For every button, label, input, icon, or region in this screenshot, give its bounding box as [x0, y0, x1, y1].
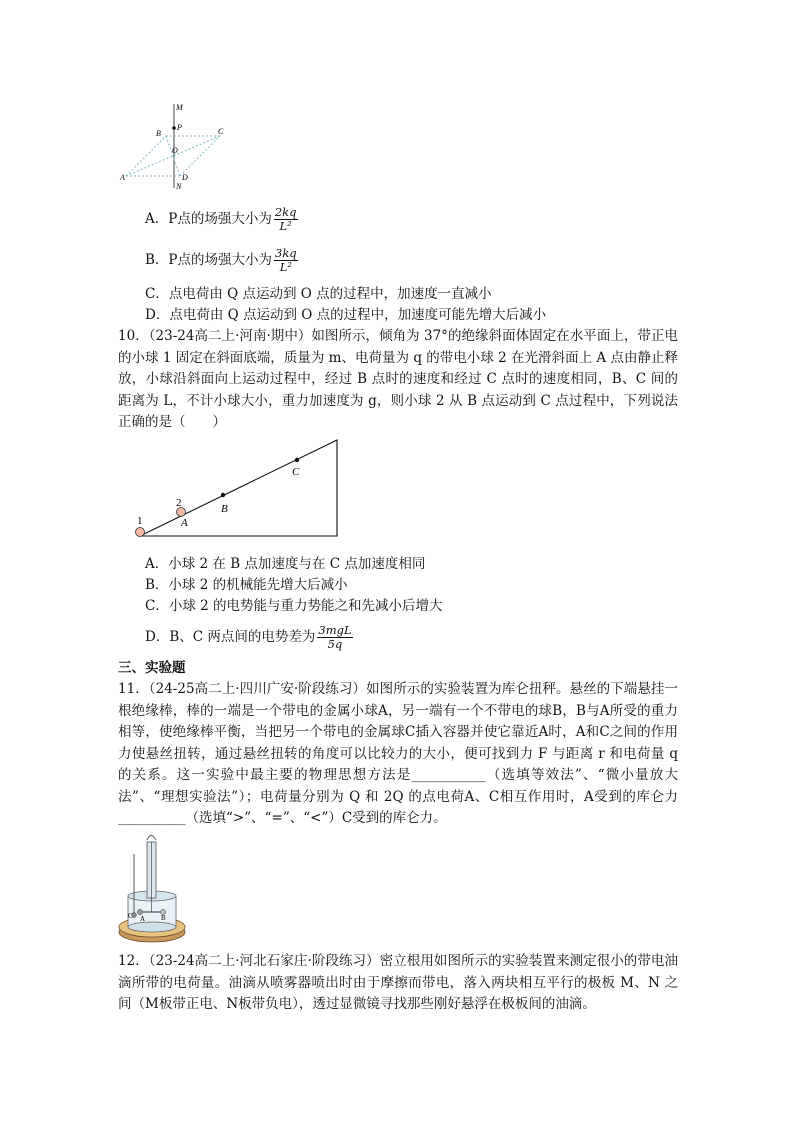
- q10-option-c: C．小球 2 的电势能与重力势能之和先减小后增大: [145, 598, 443, 614]
- q10-stem: 10．（23-24高二上·河南·期中）如图所示，倾角为 37°的绝缘斜面体固定在水平面上，带正电的小球 1 固定在斜面底端，质量为 m、电荷量为 q 的带电小球 2 在光滑斜面上 A 点由静止释放，小球沿斜面向上运动过程中，经过 B 点时的速度和经过 C 点时的速度相同，B、C 间的距离为 L，不计小球大小，重力加速度为 g，则小球 2 从 B 点运动到 C 点过程中，下列说法正确的是（ ）: [118, 328, 678, 430]
- q9-label-M: M: [176, 103, 183, 112]
- q10-option-d: D．B、C 两点间的电势差为 $\frac{\text{3mgL}}{5q}$: [145, 623, 352, 651]
- q9-option-c: C．点电荷由 Q 点运动到 O 点的过程中，加速度一直减小: [145, 286, 492, 302]
- q10-incline-diagram: [130, 436, 350, 540]
- q11-label-C: C: [128, 912, 133, 920]
- q9-option-d: D．点电荷由 Q 点运动到 O 点的过程中，加速度可能先增大后减小: [145, 307, 547, 323]
- q10-label-ball2: 2: [176, 497, 182, 509]
- section-heading: 三、实验题: [118, 660, 186, 676]
- q9-label-P: P: [177, 123, 182, 132]
- q10-label-C: C: [292, 466, 300, 478]
- q11-label-A: A: [140, 915, 146, 923]
- q9-label-A: A: [120, 173, 125, 182]
- q9-label-N: N: [176, 182, 182, 190]
- q10-label-B: B: [221, 503, 228, 515]
- q10-label-ball1: 1: [137, 515, 143, 527]
- q9-label-B: B: [156, 129, 161, 138]
- q11-label-B: B: [161, 914, 166, 922]
- fraction: $\frac{2kq}{\text{L²}}$: [274, 205, 297, 233]
- fraction: $\frac{\text{3mgL}}{5q}$: [318, 623, 352, 651]
- q10-label-A: A: [181, 517, 188, 529]
- q9-label-D: D: [182, 173, 188, 182]
- q10-option-b: B．小球 2 的机械能先增大后减小: [145, 577, 348, 593]
- q9-rhombus-diagram: [118, 100, 228, 190]
- q9-option-b: B．P点的场强大小为 $\frac{3kq}{\text{L²}}$: [145, 246, 297, 274]
- q10-option-a: A．小球 2 在 B 点加速度与在 C 点加速度相同: [145, 556, 426, 572]
- q9-option-a: A．P点的场强大小为 $\frac{2kq}{\text{L²}}$: [145, 205, 297, 233]
- q9-label-C: C: [218, 127, 224, 136]
- q11-stem: 11．（24-25高二上·四川广安·阶段练习）如图所示的实验装置为库仑扭秤。悬丝的下端悬挂一根绝缘棒，棒的一端是一个带电的金属小球A，另一端有一个不带电的球B，B与A所受的重力相等，使绝缘棒平衡，当把另一个带电的金属球C插入容器并使它靠近A时，A和C之间的作用力使悬丝扭转，通过悬丝扭转的角度可以比较力的大小，便可找到力 F 与距离 r 和电荷量 q 的关系。这一实验中最主要的物理思想方法是___________（选填等效法”、“微小量放大法”、“理想实验法”）；电荷量分别为 Q 和 2Q 的点电荷A、C相互作用时，A受到的库仑力__________（选填“>”、“=”、“<”）C受到的库仑力。: [118, 681, 678, 826]
- fraction: $\frac{3kq}{\text{L²}}$: [275, 246, 297, 274]
- q9-label-O: O: [172, 146, 178, 155]
- q11-torsion-balance-diagram: [116, 828, 188, 946]
- q12-stem: 12．（23-24高二上·河北石家庄·阶段练习）密立根用如图所示的实验装置来测定很小的带电油滴所带的电荷量。油滴从喷雾器喷出时由于摩擦而带电，落入两块相互平行的极板 M、N 之间（M板带正电、N板带负电），透过显微镜寻找那些刚好悬浮在极板间的油滴。: [118, 953, 678, 1012]
